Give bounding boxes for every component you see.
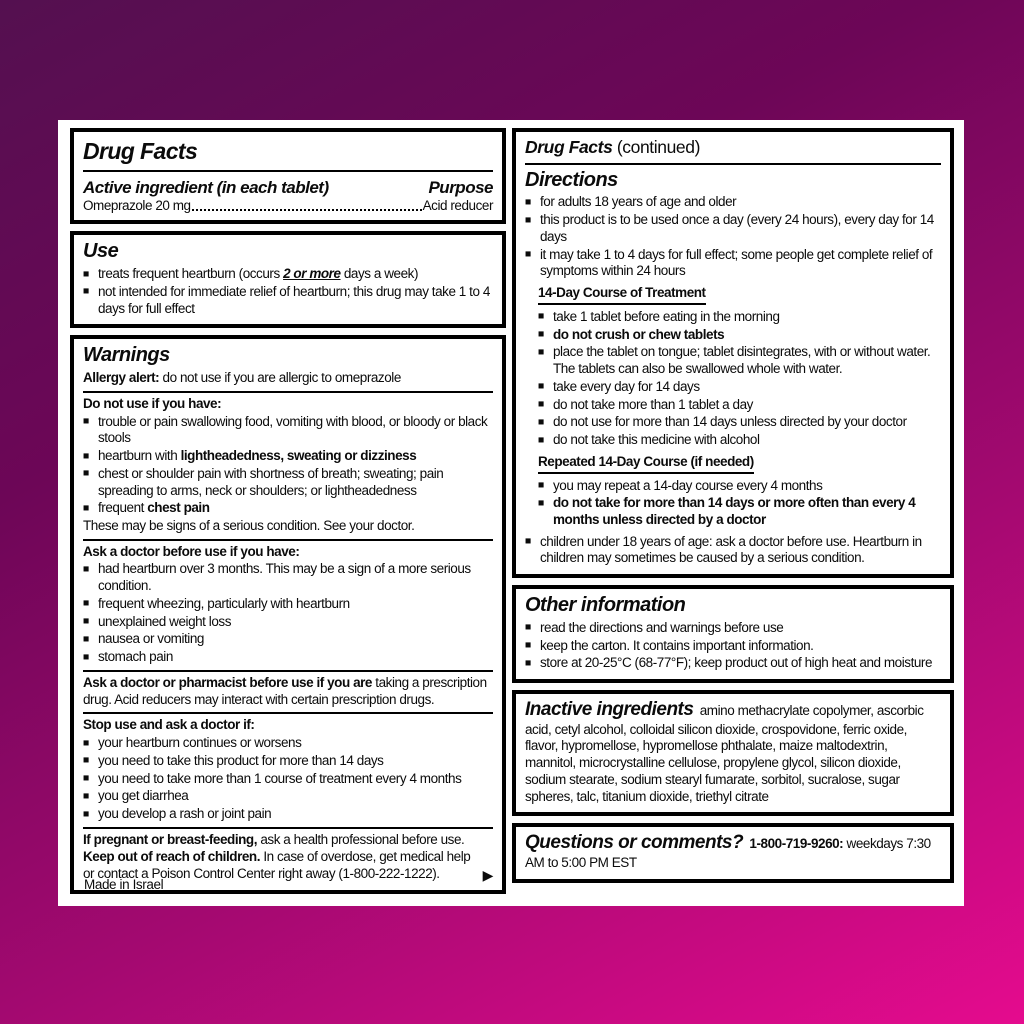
warning-text: heartburn with xyxy=(98,448,181,464)
directions-box xyxy=(512,128,954,578)
warning-bullet xyxy=(83,561,493,594)
bullet-square-icon: ■ xyxy=(538,345,544,358)
course-bullet xyxy=(538,327,941,344)
bullet-square-icon: ■ xyxy=(538,310,544,323)
warning-bullet xyxy=(83,500,493,517)
use-bullet-text: not intended for immediate relief of heartburn; this drug may take 1 to 4 days for full effect xyxy=(98,283,490,316)
bullet-square-icon: ■ xyxy=(83,615,89,628)
warning-bullet xyxy=(83,735,493,752)
divider xyxy=(83,170,493,172)
warnings-title: Warnings xyxy=(83,344,170,367)
course-bullet xyxy=(538,379,941,396)
warning-text: you need to take this product for more than 14 days xyxy=(98,752,384,768)
use-bullet-text: days a week) xyxy=(340,266,418,282)
other-information-box xyxy=(512,585,954,683)
other-info-bullet xyxy=(525,655,941,672)
direction-text: it may take 1 to 4 days for full effect; some people get complete relief of symptoms within 24 hours xyxy=(540,246,933,279)
use-bullet xyxy=(83,284,493,317)
direction-bullet xyxy=(525,212,941,245)
questions-title: Questions or comments? xyxy=(525,832,744,854)
bullet-square-icon: ■ xyxy=(83,807,89,820)
course-heading: 14-Day Course of Treatment xyxy=(538,285,706,305)
bullet-square-icon: ■ xyxy=(538,496,544,509)
other-info-text: read the directions and warnings before use xyxy=(540,619,784,635)
warning-text: nausea or vomiting xyxy=(98,631,204,647)
divider xyxy=(83,391,493,393)
bullet-square-icon: ■ xyxy=(538,433,544,446)
allergy-alert-text: do not use if you are allergic to omeprazole xyxy=(159,370,401,386)
use-bullet-emphasis: 2 or more xyxy=(283,266,341,282)
bullet-square-icon: ■ xyxy=(525,213,531,226)
other-information-title: Other information xyxy=(525,594,686,617)
bullet-square-icon: ■ xyxy=(83,772,89,785)
active-ingredient-heading: Active ingredient (in each tablet) xyxy=(83,177,329,197)
direction-bullet xyxy=(525,194,941,211)
ask-doctor-heading: Ask a doctor before use if you have: xyxy=(83,543,300,559)
use-bullet-text: treats frequent heartburn (occurs xyxy=(98,266,284,282)
questions-box xyxy=(512,823,954,882)
serious-condition-note: These may be signs of a serious condition. See your doctor. xyxy=(83,518,415,533)
repeat-text: you may repeat a 14-day course every 4 months xyxy=(553,477,823,493)
bullet-square-icon: ■ xyxy=(538,479,544,491)
bullet-square-icon: ■ xyxy=(538,415,544,428)
bullet-square-icon: ■ xyxy=(83,597,89,610)
warning-text: trouble or pain swallowing food, vomiting with blood, or bloody or black stools xyxy=(98,413,488,446)
other-info-text: store at 20-25°C (68-77°F); keep product out of high heat and moisture xyxy=(540,655,933,671)
inactive-ingredients-paragraph xyxy=(525,698,941,805)
warning-bullet xyxy=(83,649,493,666)
warning-text: had heartburn over 3 months. This may be a sign of a more serious condition. xyxy=(98,561,471,594)
active-ingredient-row xyxy=(83,175,493,198)
course-section xyxy=(538,309,941,449)
divider xyxy=(525,163,941,165)
bullet-square-icon: ■ xyxy=(538,398,544,411)
other-info-text: keep the carton. It contains important information. xyxy=(540,637,814,653)
made-in-label: Made in Israel xyxy=(84,877,164,893)
warning-bullet xyxy=(83,414,493,447)
bullet-square-icon: ■ xyxy=(525,656,531,669)
warning-bullet xyxy=(83,806,493,823)
course-bullet xyxy=(538,432,941,449)
course-text: take 1 tablet before eating in the morning xyxy=(553,308,780,324)
inactive-ingredients-text: amino methacrylate copolymer, ascorbic acid, cetyl alcohol, colloidal silicon dioxide, crospovidone, ferric oxide, flavor, hypromellose, hypromellose phthalate, maize maltodextrin, mannitol, microcrystalline cellulose, propylene glycol, silicon dioxide, sodium stearate, sodium stearyl fumarate, sorbitol, sucralose, sugar spheres, talc, titanium dioxide, triethyl citrate xyxy=(525,703,924,804)
warning-text: your heartburn continues or worsens xyxy=(98,735,302,751)
repeat-course-heading: Repeated 14-Day Course (if needed) xyxy=(538,454,754,474)
bullet-square-icon: ■ xyxy=(83,467,89,480)
divider xyxy=(83,712,493,714)
bullet-square-icon: ■ xyxy=(83,415,89,428)
allergy-alert xyxy=(83,370,493,387)
warning-text: you develop a rash or joint pain xyxy=(98,806,272,822)
warning-text: you get diarrhea xyxy=(98,788,189,804)
course-text: do not take more than 1 tablet a day xyxy=(553,396,753,412)
direction-bullet xyxy=(525,247,941,280)
warning-text-bold: lightheadedness, sweating or dizziness xyxy=(180,448,417,464)
bullet-square-icon: ■ xyxy=(83,789,89,802)
drug-facts-continued-bold: Drug Facts xyxy=(525,137,613,157)
warning-bullet xyxy=(83,631,493,648)
bullet-square-icon: ■ xyxy=(83,562,89,575)
course-text: take every day for 14 days xyxy=(553,378,700,394)
left-column xyxy=(70,128,506,901)
right-column xyxy=(512,128,954,890)
course-bullet xyxy=(538,414,941,431)
repeat-heading-wrap xyxy=(525,450,941,477)
warning-text: stomach pain xyxy=(98,649,173,665)
warning-text: you need to take more than 1 course of treatment every 4 months xyxy=(98,770,462,786)
questions-phone: 1-800-719-9260: xyxy=(746,836,844,852)
questions-hours: weekdays 7:30 AM to 5:00 PM EST xyxy=(525,836,931,870)
allergy-alert-label: Allergy alert: xyxy=(83,370,160,386)
directions-title: Directions xyxy=(525,168,618,191)
bullet-square-icon: ■ xyxy=(83,449,89,462)
course-text: do not take this medicine with alcohol xyxy=(553,432,760,448)
drug-facts-continued-title xyxy=(525,135,941,162)
repeat-course-section xyxy=(538,478,941,529)
course-heading-wrap xyxy=(525,281,941,308)
pregnant-text: ask a health professional before use. xyxy=(257,831,465,847)
questions-paragraph xyxy=(525,831,941,871)
bullet-square-icon: ■ xyxy=(83,650,89,663)
other-info-bullet xyxy=(525,620,941,637)
warning-bullet xyxy=(83,448,493,465)
stop-use-heading: Stop use and ask a doctor if: xyxy=(83,717,255,733)
direction-text: for adults 18 years of age and older xyxy=(540,194,737,210)
children-under-18-text: children under 18 years of age: ask a doctor before use. Heartburn in children may sometimes be caused by a serious condition. xyxy=(540,533,922,566)
warning-text-bold: chest pain xyxy=(147,500,210,516)
purpose-heading: Purpose xyxy=(428,177,493,197)
repeat-text-bold: do not take for more than 14 days or more often than every 4 months unless directed by a doctor xyxy=(553,495,916,527)
keep-out-text: In case of overdose, get medical help or contact a Poison Control Center right away (1-800-222-1222). xyxy=(83,849,471,882)
warning-bullet xyxy=(83,614,493,631)
bullet-square-icon: ■ xyxy=(525,248,531,261)
bullet-square-icon: ■ xyxy=(83,736,89,749)
warning-bullet xyxy=(83,788,493,805)
ask-pharmacist-text: taking a prescription drug. Acid reducers may interact with certain prescription drugs. xyxy=(83,674,487,707)
pregnant-label: If pregnant or breast-feeding, xyxy=(83,831,258,847)
warning-text: frequent xyxy=(98,500,148,516)
bullet-square-icon: ■ xyxy=(83,501,89,514)
use-title: Use xyxy=(83,240,119,263)
bullet-square-icon: ■ xyxy=(83,267,89,280)
warning-bullet xyxy=(83,596,493,613)
warning-text: chest or shoulder pain with shortness of breath; sweating; pain spreading to arms, neck or shoulders; or lightheadedness xyxy=(98,465,444,498)
bullet-square-icon: ■ xyxy=(83,754,89,767)
warning-bullet xyxy=(83,753,493,770)
warning-text: frequent wheezing, particularly with heartburn xyxy=(98,595,350,611)
course-bullet xyxy=(538,309,941,326)
dot-leader xyxy=(192,209,422,211)
divider xyxy=(83,827,493,829)
pregnant-paragraph xyxy=(83,832,493,849)
ask-pharmacist-paragraph xyxy=(83,675,493,708)
course-text-bold: do not crush or chew tablets xyxy=(553,326,725,342)
inactive-ingredients-title: Inactive ingredients xyxy=(525,699,694,721)
course-text: place the tablet on tongue; tablet disintegrates, with or without water. The tablets can also be swallowed whole with water. xyxy=(553,344,931,377)
keep-out-label: Keep out of reach of children. xyxy=(83,849,261,865)
use-box xyxy=(70,231,506,328)
bullet-square-icon: ■ xyxy=(83,285,89,298)
drug-facts-continued-rest: (continued) xyxy=(612,137,701,157)
repeat-bullet xyxy=(538,478,941,495)
course-bullet xyxy=(538,397,941,414)
warning-bullet xyxy=(83,466,493,499)
drug-facts-title: Drug Facts xyxy=(83,138,198,164)
children-under-18-bullet xyxy=(525,534,941,567)
other-info-bullet xyxy=(525,638,941,655)
warning-text: unexplained weight loss xyxy=(98,613,231,629)
repeat-bullet xyxy=(538,495,941,528)
use-bullet xyxy=(83,266,493,283)
bullet-square-icon: ■ xyxy=(538,328,544,341)
inactive-ingredients-box xyxy=(512,690,954,816)
bullet-square-icon: ■ xyxy=(83,632,89,645)
bullet-square-icon: ■ xyxy=(525,195,531,208)
ingredient-name: Omeprazole 20 mg xyxy=(83,197,191,213)
ingredient-leader-row xyxy=(83,198,493,215)
bullet-square-icon: ■ xyxy=(525,535,531,548)
course-text: do not use for more than 14 days unless directed by your doctor xyxy=(553,414,907,430)
bullet-square-icon: ■ xyxy=(538,380,544,393)
do-not-use-heading: Do not use if you have: xyxy=(83,395,222,411)
continue-arrow-icon: ▶ xyxy=(482,866,493,883)
drug-facts-box xyxy=(70,128,506,224)
drug-facts-label-card xyxy=(58,120,964,906)
ask-pharmacist-label: Ask a doctor or pharmacist before use if you are xyxy=(83,674,372,690)
course-bullet xyxy=(538,344,941,377)
divider xyxy=(83,539,493,541)
bullet-square-icon: ■ xyxy=(525,621,531,634)
ingredient-purpose: Acid reducer xyxy=(422,197,493,213)
bullet-square-icon: ■ xyxy=(525,639,531,652)
direction-text: this product is to be used once a day (every 24 hours), every day for 14 days xyxy=(540,212,934,244)
divider xyxy=(83,670,493,672)
warnings-box xyxy=(70,335,506,894)
warning-bullet xyxy=(83,771,493,788)
